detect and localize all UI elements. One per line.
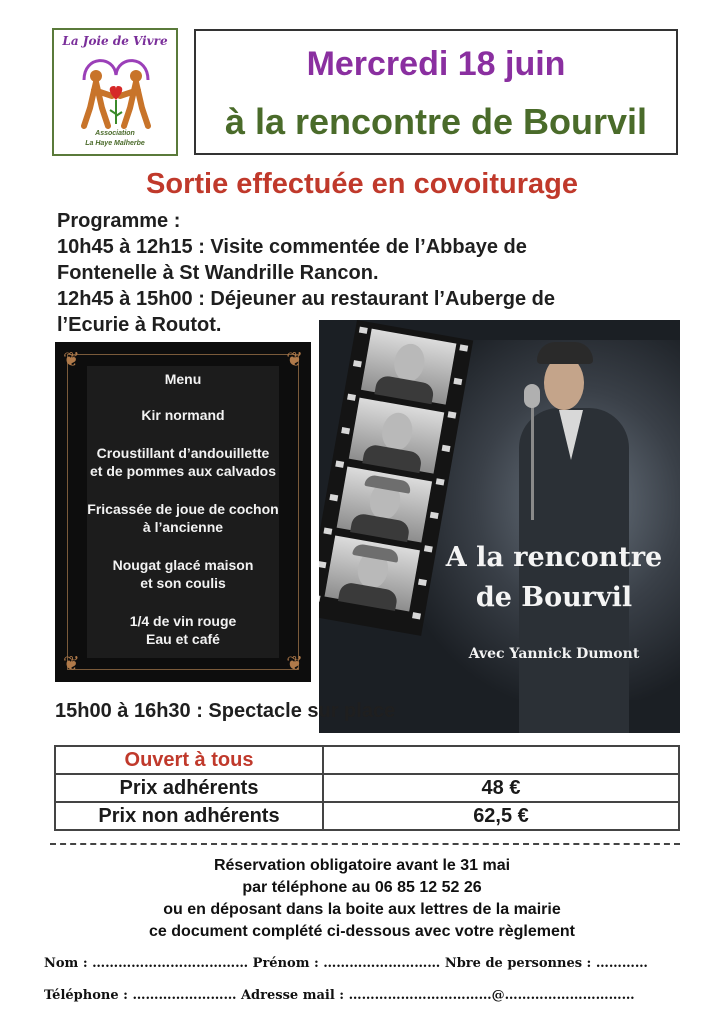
non-members-label: Prix non adhérents (55, 802, 323, 830)
reservation-line: ou en déposant dans la boite aux lettres de la mairie (163, 901, 561, 918)
title-box (194, 29, 678, 155)
event-date: Mercredi 18 juin (306, 45, 566, 83)
menu-item: et de pommes aux calvados (90, 463, 276, 479)
poster-title-line1: A la rencontre (445, 542, 663, 573)
open-to-all: Ouvert à tous (55, 746, 323, 774)
menu-item: Fricassée de joue de cochon (87, 501, 279, 517)
form-line-name[interactable]: Nom : ……………………………… Prénom : ……………………… Nbre de personnes : ………… (44, 956, 648, 971)
microphone-icon (531, 400, 534, 520)
photo-frame (361, 329, 456, 405)
non-members-price: 62,5 € (323, 802, 679, 830)
logo-town: La Haye Malherbe (85, 140, 145, 147)
table-row (55, 746, 679, 774)
menu-item: 1/4 de vin rouge (129, 613, 237, 629)
form-line-contact[interactable]: Téléphone : …………………… Adresse mail : ……………………………@………………………… (44, 988, 635, 1003)
menu-title: Menu (164, 371, 202, 387)
reservation-line: ce document complété ci-dessous avec votre règlement (149, 923, 575, 940)
menu-item: Croustillant d’andouillette (96, 445, 270, 461)
ornament-icon: ❦ (286, 349, 303, 371)
menu-item: à l’ancienne (142, 519, 224, 535)
menu-item: Eau et café (146, 631, 220, 647)
association-logo (52, 28, 178, 156)
photo-frame (337, 467, 432, 543)
logo-association: Association (95, 130, 135, 137)
programme-heading: Programme : (57, 210, 181, 232)
reservation-line: Réservation obligatoire avant le 31 mai (213, 857, 511, 874)
poster-title-line2: de Bourvil (475, 582, 633, 613)
members-label: Prix adhérents (55, 774, 323, 802)
menu-item: Nougat glacé maison (112, 557, 254, 573)
ornament-icon: ❦ (63, 349, 80, 371)
price-table (54, 745, 680, 831)
programme-line: 10h45 à 12h15 : Visite commentée de l’Abbaye de (57, 236, 527, 258)
programme-line: Fontenelle à St Wandrille Rancon. (57, 262, 379, 284)
people-heart-icon (64, 50, 168, 130)
reservation-line: par téléphone au 06 85 12 52 26 (242, 879, 482, 896)
ornament-icon: ❦ (63, 653, 80, 675)
show-poster (319, 320, 680, 733)
event-subtitle: Sortie effectuée en covoiturage (146, 168, 578, 200)
members-price: 48 € (323, 774, 679, 802)
empty-cell (323, 746, 679, 774)
poster-author: Avec Yannick Dumont (468, 646, 640, 662)
table-row (55, 802, 679, 830)
ornament-icon: ❦ (286, 653, 303, 675)
programme-line: l’Ecurie à Routot. (57, 314, 222, 336)
photo-frame (324, 535, 419, 611)
cut-line (50, 843, 680, 845)
table-row (55, 774, 679, 802)
menu-card (55, 342, 311, 682)
event-title: à la rencontre de Bourvil (224, 101, 648, 142)
menu-item: Kir normand (141, 407, 225, 423)
programme-line: 12h45 à 15h00 : Déjeuner au restaurant l’Auberge de (57, 288, 555, 310)
photo-frame (349, 398, 444, 474)
logo-name: La Joie de Vivre (62, 34, 168, 48)
menu-item: et son coulis (140, 575, 226, 591)
programme-spectacle: 15h00 à 16h30 : Spectacle sur place (55, 700, 396, 722)
